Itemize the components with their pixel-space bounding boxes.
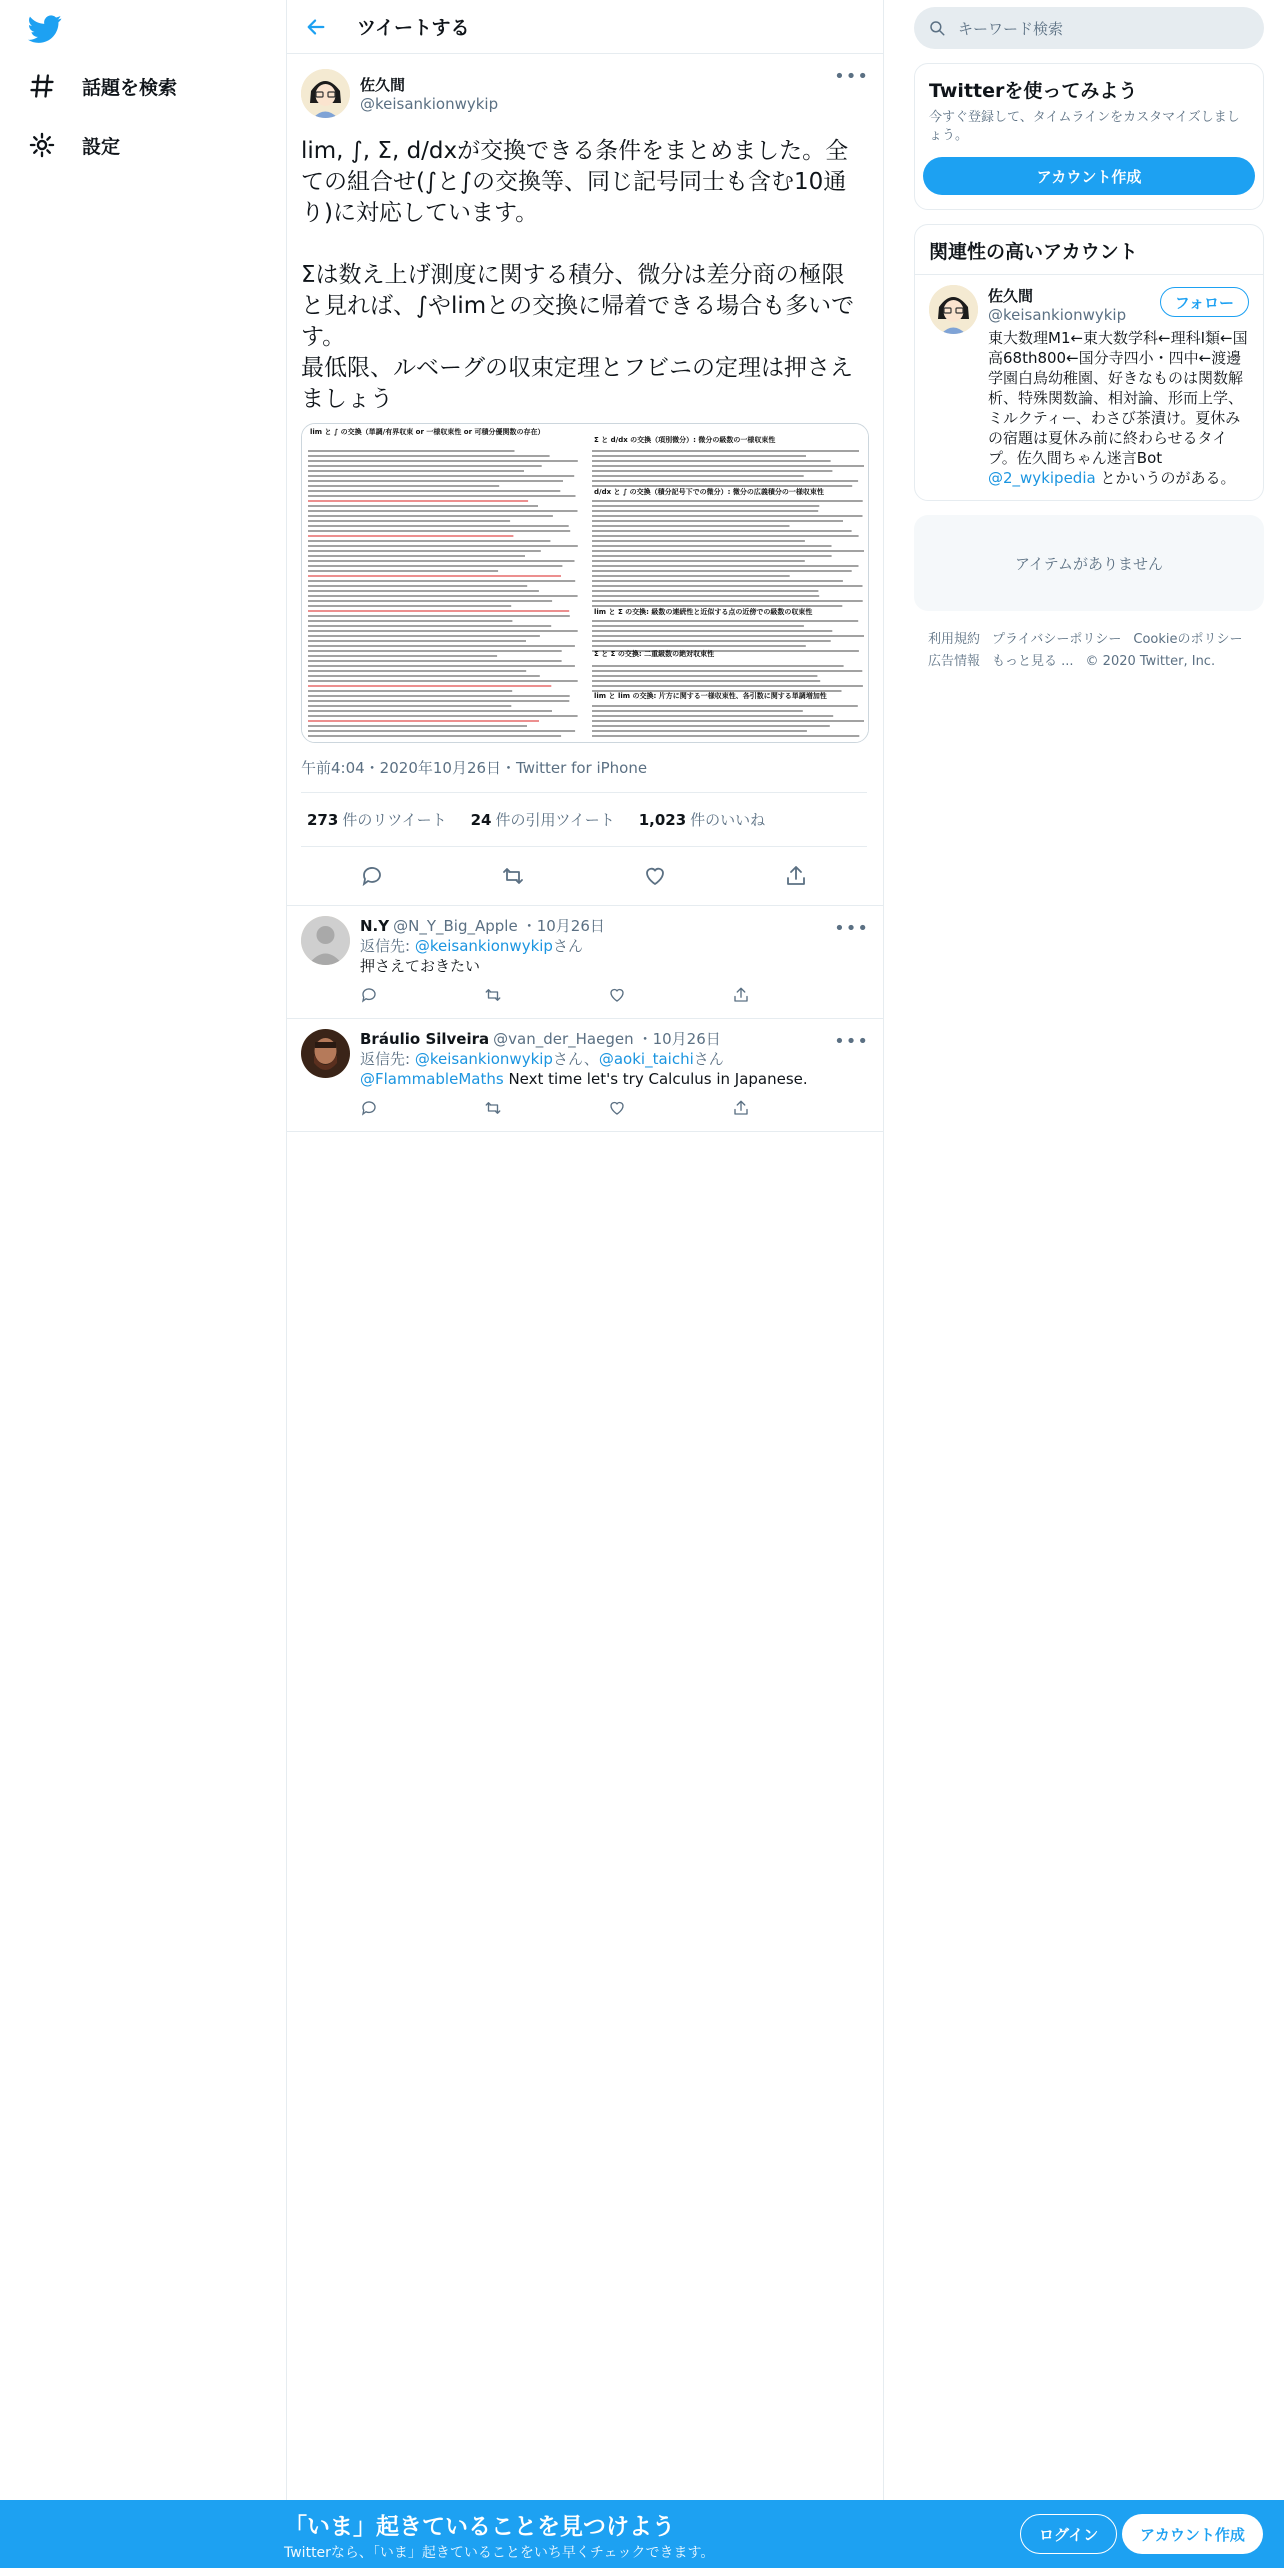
document-text-line bbox=[592, 675, 817, 677]
reply-date[interactable]: ・10月26日 bbox=[521, 917, 605, 935]
document-text-line bbox=[308, 640, 526, 642]
document-text-line bbox=[308, 585, 527, 587]
document-text-line bbox=[308, 610, 569, 612]
document-text-line bbox=[308, 590, 539, 592]
document-text-line bbox=[308, 450, 515, 452]
document-text-line bbox=[592, 585, 863, 587]
document-text-line bbox=[592, 605, 842, 607]
document-text-line bbox=[308, 475, 574, 477]
reply-actions bbox=[360, 1099, 867, 1121]
main-tweet bbox=[287, 54, 883, 906]
document-text-line bbox=[308, 660, 562, 662]
empty-trends: アイテムがありません bbox=[914, 515, 1264, 611]
document-text-line bbox=[308, 675, 540, 677]
document-text-line bbox=[592, 540, 805, 542]
document-text-line bbox=[592, 470, 832, 472]
document-text-line bbox=[308, 670, 526, 672]
search-icon bbox=[928, 19, 946, 37]
document-text-line bbox=[592, 680, 820, 682]
math-summary-document-image bbox=[302, 424, 869, 743]
document-text-line bbox=[592, 570, 852, 572]
create-account-button[interactable]: アカウント作成 bbox=[923, 157, 1255, 195]
document-text-line bbox=[592, 595, 819, 597]
document-text-line bbox=[308, 555, 525, 557]
reply-author-handle[interactable]: @N_Y_Big_Apple bbox=[393, 917, 518, 935]
document-text-line bbox=[308, 630, 578, 632]
reply-icon[interactable] bbox=[360, 1099, 378, 1117]
like-count[interactable]: 1,023 件のいいね bbox=[638, 811, 766, 829]
document-text-line bbox=[308, 550, 541, 552]
document-text-line bbox=[308, 735, 561, 737]
image-section-header: d/dx と ∫ の交換（積分記号下での微分）: 微分の広義積分の一様収束性 bbox=[594, 488, 824, 496]
document-text-line bbox=[308, 490, 560, 492]
retweet-icon[interactable] bbox=[484, 986, 502, 1004]
document-text-line bbox=[592, 485, 852, 487]
image-section-header: lim と lim の交換: 片方に関する一様収束性、各引数に関する単調増加性 bbox=[594, 692, 827, 700]
document-text-line bbox=[308, 510, 578, 512]
document-text-line bbox=[308, 710, 552, 712]
document-text-line bbox=[308, 500, 528, 502]
main-column bbox=[286, 0, 884, 2500]
gear-icon bbox=[28, 131, 56, 159]
signup-panel bbox=[914, 63, 1264, 210]
document-text-line bbox=[308, 680, 578, 682]
document-text-line bbox=[592, 465, 864, 467]
document-text-line bbox=[592, 525, 790, 527]
document-text-line bbox=[592, 715, 833, 717]
mention-link[interactable]: @FlammableMaths bbox=[360, 1070, 504, 1088]
document-text-line bbox=[308, 560, 575, 562]
document-text-line bbox=[592, 730, 807, 732]
document-text-line bbox=[308, 465, 542, 467]
document-text-line bbox=[308, 635, 540, 637]
login-button[interactable]: ログイン bbox=[1020, 2514, 1117, 2554]
signup-panel-title: Twitterを使ってみよう bbox=[929, 80, 1138, 102]
nav-settings[interactable] bbox=[28, 125, 120, 165]
reply-author-name[interactable]: Bráulio Silveira bbox=[360, 1030, 490, 1048]
document-text-line bbox=[308, 530, 570, 532]
document-text-line bbox=[592, 545, 832, 547]
document-text-line bbox=[592, 455, 806, 457]
document-text-line bbox=[308, 495, 576, 497]
share-icon[interactable] bbox=[732, 986, 750, 1004]
document-text-line bbox=[592, 450, 859, 452]
related-account-handle[interactable]: @keisankionwykip bbox=[988, 306, 1127, 324]
document-text-line bbox=[592, 645, 806, 647]
reply-tweet[interactable] bbox=[287, 1019, 883, 1132]
signup-panel-subtitle: 今すぐ登録して、タイムラインをカスタマイズしましょう。 bbox=[929, 110, 1240, 143]
page-title: ツイートする bbox=[357, 17, 470, 39]
right-sidebar bbox=[914, 0, 1264, 673]
avatar[interactable] bbox=[301, 69, 350, 118]
reply-author-handle[interactable]: @van_der_Haegen bbox=[493, 1030, 634, 1048]
document-text-line bbox=[592, 515, 863, 517]
quote-count[interactable]: 24 件の引用ツイート bbox=[470, 811, 615, 829]
footer-links bbox=[914, 629, 1264, 673]
document-text-line bbox=[308, 605, 511, 607]
retweet-icon[interactable] bbox=[484, 1099, 502, 1117]
document-text-line bbox=[308, 545, 578, 547]
document-text-line bbox=[592, 480, 858, 482]
document-text-line bbox=[592, 590, 818, 592]
document-text-line bbox=[308, 600, 552, 602]
tweet-text: lim, ∫, Σ, d/dxが交換できる条件をまとめました。全ての組合せ(∫と∫の交換等、同じ記号同士も含む10通り)に対応しています。 Σは数え上げ測度に関する積分、微分は差分商の極限と見れば、∫やlimとの交換に帰着できる場合も多いです。 最低限、ルベーグの収束定理とフビニの定理は押さえましょう bbox=[301, 138, 855, 412]
avatar[interactable] bbox=[301, 1029, 350, 1078]
document-text-line bbox=[308, 575, 561, 577]
footer-link[interactable]: 利用規約 bbox=[928, 632, 981, 647]
footer-link[interactable]: 広告情報 bbox=[928, 654, 981, 669]
document-text-line bbox=[592, 710, 803, 712]
reply-tweet[interactable] bbox=[287, 906, 883, 1019]
document-text-line bbox=[308, 645, 575, 647]
document-text-line bbox=[308, 460, 578, 462]
document-text-line bbox=[308, 690, 512, 692]
nav-settings-label: 設定 bbox=[82, 135, 121, 158]
mention-link[interactable]: @keisankionwykip bbox=[414, 937, 553, 955]
mention-link[interactable]: @aoki_taichi bbox=[598, 1050, 694, 1068]
share-icon[interactable] bbox=[732, 1099, 750, 1117]
reply-icon[interactable] bbox=[360, 986, 378, 1004]
page-header bbox=[287, 0, 883, 54]
document-text-line bbox=[592, 565, 859, 567]
document-text-line bbox=[308, 525, 569, 527]
document-text-line bbox=[308, 515, 553, 517]
document-text-line bbox=[308, 565, 562, 567]
tweet-actions bbox=[301, 847, 867, 905]
document-text-line bbox=[308, 535, 513, 537]
document-text-line bbox=[308, 570, 498, 572]
signup-banner bbox=[0, 2500, 1284, 2568]
author-handle[interactable]: @keisankionwykip bbox=[360, 94, 499, 113]
related-account-name[interactable]: 佐久間 bbox=[988, 287, 1034, 305]
document-text-line bbox=[592, 530, 852, 532]
document-text-line bbox=[308, 730, 575, 732]
document-text-line bbox=[308, 655, 497, 657]
document-text-line bbox=[308, 695, 570, 697]
document-text-line bbox=[592, 630, 832, 632]
document-text-line bbox=[308, 540, 550, 542]
document-text-line bbox=[592, 535, 859, 537]
document-text-line bbox=[308, 705, 511, 707]
document-text-line bbox=[592, 520, 843, 522]
retweet-count[interactable]: 273 件のリツイート bbox=[307, 811, 447, 829]
document-text-line bbox=[308, 470, 524, 472]
document-text-line bbox=[592, 720, 864, 722]
document-text-line bbox=[308, 625, 551, 627]
more-options-button[interactable]: ••• bbox=[834, 1031, 869, 1052]
tweet-image[interactable] bbox=[301, 423, 869, 743]
like-icon[interactable] bbox=[608, 986, 626, 1004]
document-text-line bbox=[592, 505, 819, 507]
avatar[interactable] bbox=[301, 916, 350, 965]
nav-explore[interactable] bbox=[28, 66, 177, 106]
document-text-line bbox=[592, 475, 804, 477]
reply-author-name[interactable]: N.Y bbox=[360, 917, 390, 935]
document-text-line bbox=[592, 575, 790, 577]
document-text-line bbox=[592, 550, 864, 552]
banner-subtitle: Twitterなら、「いま」起きていることをいち早くチェックできます。 bbox=[284, 2545, 715, 2561]
reply-icon[interactable] bbox=[360, 864, 384, 888]
hash-icon bbox=[28, 72, 56, 100]
tweet-author bbox=[301, 66, 867, 120]
document-text-line bbox=[592, 725, 830, 727]
document-text-line bbox=[308, 620, 512, 622]
like-icon[interactable] bbox=[643, 864, 667, 888]
more-options-button[interactable]: ••• bbox=[834, 918, 869, 939]
document-text-line bbox=[308, 715, 578, 717]
footer-more-link[interactable]: もっと見る ... bbox=[992, 654, 1074, 669]
document-text-line bbox=[308, 725, 527, 727]
document-text-line bbox=[592, 560, 805, 562]
more-options-button[interactable]: ••• bbox=[834, 66, 869, 87]
author-name[interactable]: 佐久間 bbox=[360, 75, 406, 94]
avatar[interactable] bbox=[929, 285, 978, 334]
document-text-line bbox=[592, 460, 831, 462]
document-text-line bbox=[308, 650, 562, 652]
document-text-line bbox=[592, 510, 818, 512]
reply-text: @FlammableMaths Next time let's try Calculus in Japanese. bbox=[360, 1070, 808, 1088]
search-placeholder: キーワード検索 bbox=[958, 19, 1064, 38]
footer-link[interactable]: プライバシーポリシー bbox=[992, 632, 1122, 647]
document-text-line bbox=[308, 505, 538, 507]
document-text-line bbox=[308, 595, 578, 597]
related-account-bio: 東大数理M1←東大数学科←理科I類←国高68th800←国分寺四小・四中←渡邊学園白鳥幼稚園、好きなものは関数解析、特殊関数論、相対論、形而上学、ミルクティー、わさび茶漬け。夏休みの宿題は夏休み前に終わらせるタイプ。佐久間ちゃん迷言Bot @2_wykipedia とかいうのがある。 bbox=[988, 329, 1248, 487]
document-text-line bbox=[308, 720, 539, 722]
document-text-line bbox=[592, 735, 859, 737]
document-text-line bbox=[592, 640, 831, 642]
document-text-line bbox=[592, 665, 844, 667]
mention-link[interactable]: @keisankionwykip bbox=[414, 1050, 553, 1068]
reply-actions bbox=[360, 986, 867, 1008]
document-text-line bbox=[592, 555, 832, 557]
signup-button[interactable]: アカウント作成 bbox=[1122, 2514, 1263, 2554]
back-button[interactable] bbox=[303, 14, 329, 40]
bio-mention-link[interactable]: @2_wykipedia bbox=[988, 469, 1096, 487]
timestamp-text: 午前4:04・2020年10月26日・Twitter for iPhone bbox=[301, 759, 648, 777]
document-text-line bbox=[592, 670, 862, 672]
copyright: © 2020 Twitter, Inc. bbox=[1085, 654, 1216, 669]
image-section-header: Σ と Σ の交換: 二重級数の絶対収束性 bbox=[594, 650, 715, 658]
retweet-icon[interactable] bbox=[501, 864, 525, 888]
footer-link[interactable]: Cookieのポリシー bbox=[1133, 632, 1243, 647]
arrow-left-icon bbox=[305, 16, 327, 38]
tweet-timestamp[interactable] bbox=[301, 757, 867, 793]
image-section-header: lim と ∫ の交換（単調/有界収束 or 一様収束性 or 可積分優関数の存在） bbox=[310, 428, 545, 436]
search-box[interactable] bbox=[914, 7, 1264, 49]
document-text-line bbox=[308, 455, 550, 457]
document-text-line bbox=[308, 485, 499, 487]
document-text-line bbox=[592, 580, 843, 582]
image-section-header: lim と Σ の交換: 級数の連続性と近似する点の近傍での級数の収束性 bbox=[594, 608, 813, 616]
document-text-line bbox=[592, 685, 863, 687]
share-icon[interactable] bbox=[784, 864, 808, 888]
tweet-stats bbox=[301, 793, 867, 847]
document-text-line bbox=[308, 480, 563, 482]
document-text-line bbox=[308, 615, 570, 617]
reply-to-line: 返信先: @keisankionwykipさん、@aoki_taichiさん bbox=[360, 1050, 724, 1068]
document-text-line bbox=[592, 600, 863, 602]
document-text-line bbox=[592, 620, 858, 622]
document-text-line bbox=[308, 665, 575, 667]
left-navigation bbox=[0, 0, 286, 2500]
like-icon[interactable] bbox=[608, 1099, 626, 1117]
follow-button[interactable]: フォロー bbox=[1160, 287, 1249, 317]
document-text-line bbox=[592, 500, 863, 502]
banner-title: 「いま」起きていることを見つけよう bbox=[284, 2514, 675, 2540]
image-section-header: Σ と d/dx の交換（項別微分）: 微分の級数の一様収束性 bbox=[594, 436, 776, 444]
document-text-line bbox=[592, 635, 864, 637]
document-text-line bbox=[308, 580, 575, 582]
document-text-line bbox=[308, 520, 510, 522]
nav-explore-label: 話題を検索 bbox=[82, 76, 178, 99]
document-text-line bbox=[592, 705, 858, 707]
document-text-line bbox=[592, 625, 804, 627]
related-accounts-panel bbox=[914, 224, 1264, 501]
document-text-line bbox=[308, 700, 569, 702]
reply-to-line: 返信先: @keisankionwykipさん bbox=[360, 937, 583, 955]
related-panel-title: 関連性の高いアカウント bbox=[929, 241, 1138, 263]
reply-text: 押さえておきたい bbox=[360, 957, 481, 975]
reply-date[interactable]: ・10月26日 bbox=[637, 1030, 721, 1048]
related-account[interactable] bbox=[915, 274, 1263, 500]
twitter-bird-icon[interactable] bbox=[28, 12, 62, 46]
document-text-line bbox=[308, 685, 551, 687]
